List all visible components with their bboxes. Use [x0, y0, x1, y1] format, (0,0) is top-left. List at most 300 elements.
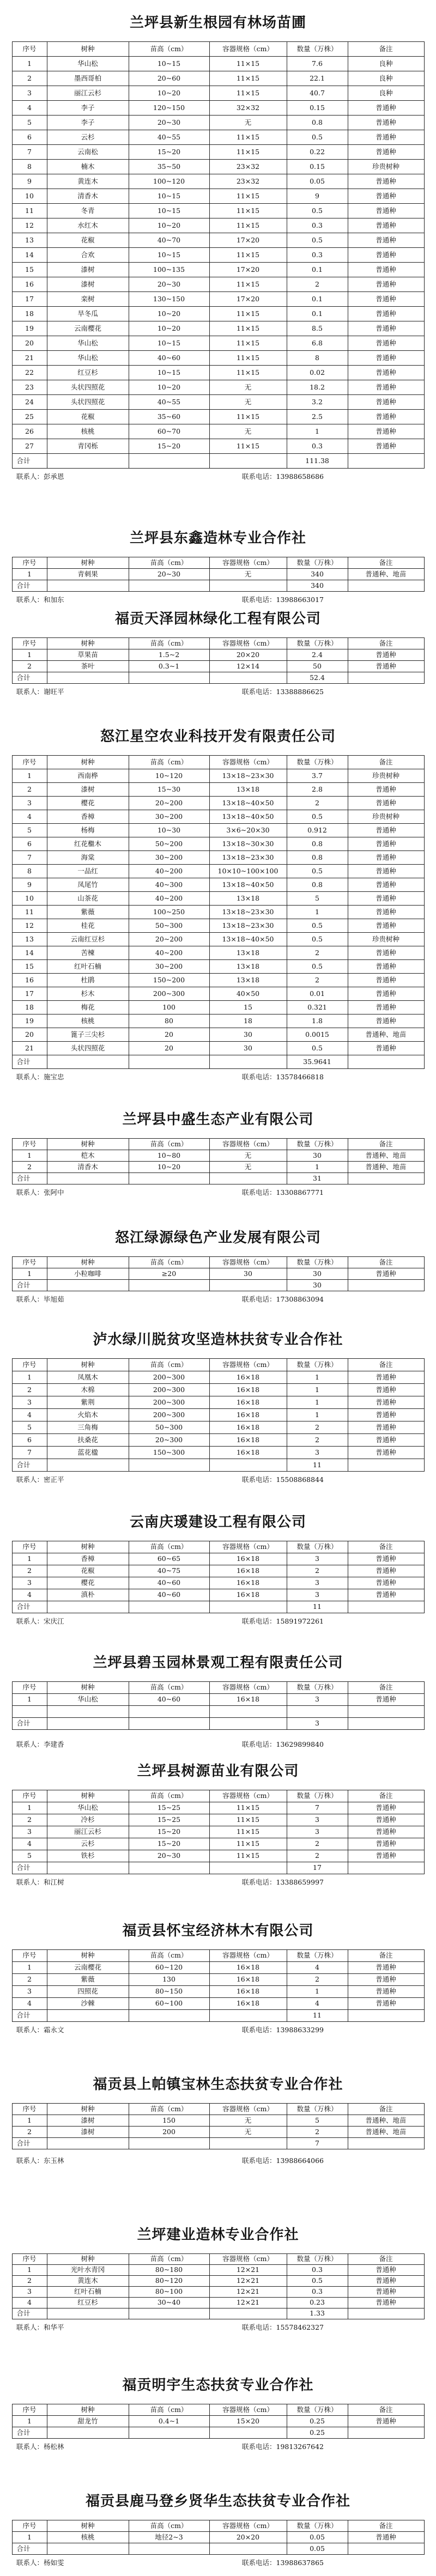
cell-species: 山茶花: [47, 892, 129, 906]
contact-person-name: 东玉林: [44, 2156, 64, 2165]
cell-remark: 普通种: [348, 351, 424, 366]
table-row: [12, 2265, 424, 2276]
cell-height: 50~200: [129, 837, 209, 851]
column-header-remark: 备注: [348, 1257, 424, 1268]
cell-number: 7: [12, 145, 47, 160]
cell-remark: 普通种: [348, 1998, 424, 2010]
table-row: [12, 1565, 424, 1577]
cell-quantity: 0.8: [287, 837, 348, 851]
cell-container: 13×18: [209, 783, 287, 797]
cell-height: [129, 1706, 209, 1718]
total-empty-cell: [47, 1862, 129, 1874]
total-row: [12, 1280, 424, 1291]
column-header-number: 序号: [12, 1139, 47, 1150]
cell-container: 12×21: [209, 2287, 287, 2298]
cell-number: 17: [12, 987, 47, 1001]
total-empty-cell: [47, 1055, 129, 1069]
cell-number: 4: [12, 1998, 47, 2010]
cell-remark: 普通种: [348, 145, 424, 160]
cell-number: 2: [12, 1384, 47, 1396]
contact-person-name: 李建香: [44, 1740, 64, 1748]
column-header-quantity: 数量（万株）: [287, 638, 348, 649]
cell-quantity: 0.5: [287, 233, 348, 248]
contact-phone-label: 联系电话：: [242, 1295, 276, 1303]
cell-species: 蓝花楹: [47, 1447, 129, 1459]
table-row: [12, 160, 424, 174]
cell-remark: 普通种: [348, 321, 424, 336]
column-header-remark: 备注: [348, 2520, 424, 2532]
cell-species: 红豆杉: [47, 366, 129, 380]
column-header-remark: 备注: [348, 2254, 424, 2265]
contact-person-name: 施宝忠: [44, 1073, 64, 1081]
cell-quantity: 5: [287, 892, 348, 906]
cell-height: 150~200: [129, 974, 209, 987]
table-row: [12, 837, 424, 851]
column-header-number: 序号: [12, 2254, 47, 2265]
cell-quantity: 2: [287, 1421, 348, 1434]
cell-quantity: 1: [287, 1986, 348, 1998]
cell-remark: 普通种: [348, 1409, 424, 1421]
cell-height: 80~180: [129, 2265, 209, 2276]
cell-container: 16×18: [209, 1371, 287, 1384]
contact-line: [0, 1071, 436, 1083]
contact-person-label: 联系人：: [16, 596, 44, 604]
cell-number: 10: [12, 189, 47, 204]
header-row: [12, 1682, 424, 1694]
company-section: [0, 1654, 436, 1751]
table-row: [12, 1826, 424, 1838]
table-row: [12, 1434, 424, 1447]
cell-species: 木棉: [47, 1384, 129, 1396]
total-empty-cell: [348, 2427, 424, 2439]
cell-quantity: 7.6: [287, 57, 348, 71]
cell-container: 无: [209, 116, 287, 130]
seedling-table: [12, 1949, 425, 2022]
cell-quantity: 0.8: [287, 116, 348, 130]
cell-species: 华山松: [47, 1802, 129, 1814]
cell-number: 2: [12, 661, 47, 672]
contact-person-label: 联系人：: [16, 1188, 44, 1196]
total-label: 合计: [12, 2138, 47, 2149]
column-header-height: 苗高（cm）: [129, 2104, 209, 2115]
seedling-table: [12, 1138, 425, 1184]
cell-species: 漆树: [47, 783, 129, 797]
cell-container: 11×15: [209, 1814, 287, 1826]
contact-person-name: 彭承恩: [44, 472, 64, 481]
cell-quantity: 18.2: [287, 380, 348, 395]
table-body: [12, 1962, 424, 2022]
contact-person: [16, 1739, 64, 1751]
cell-quantity: 3.2: [287, 395, 348, 410]
cell-container: 13×18~40×50: [209, 933, 287, 946]
cell-quantity: 3: [287, 1553, 348, 1565]
cell-height: 30~200: [129, 810, 209, 824]
contact-person: [16, 1615, 64, 1627]
company-title: 兰坪县中盛生态产业有限公司: [122, 1111, 314, 1128]
cell-quantity: 0.15: [287, 101, 348, 116]
cell-number: 21: [12, 1042, 47, 1055]
contact-phone: [242, 1187, 324, 1199]
cell-remark: 普通种: [348, 2416, 424, 2427]
table-row: [12, 410, 424, 424]
cell-species: 杉木: [47, 987, 129, 1001]
cell-species: 李子: [47, 116, 129, 130]
cell-number: 1: [12, 649, 47, 661]
total-row: [12, 1173, 424, 1184]
total-quantity: 111.38: [287, 454, 348, 469]
contact-person-name: 杨松林: [44, 2443, 64, 2451]
column-header-remark: 备注: [348, 1682, 424, 1694]
seedling-table: [12, 2404, 425, 2439]
contact-line: [0, 1876, 436, 1888]
table-body: [12, 1371, 424, 1472]
table-row: [12, 1001, 424, 1014]
cell-container: 无: [209, 1162, 287, 1173]
contact-phone-number: 15508868844: [276, 1475, 324, 1484]
cell-container: 16×18: [209, 1384, 287, 1396]
contact-phone-number: 13308867771: [276, 1188, 324, 1196]
cell-number: 3: [12, 86, 47, 101]
contact-phone: [242, 2441, 324, 2453]
column-header-remark: 备注: [348, 1950, 424, 1962]
contact-person-name: 和加东: [44, 596, 64, 604]
cell-container: 11×15: [209, 321, 287, 336]
contact-person-label: 联系人：: [16, 2026, 44, 2034]
cell-species: 华山松: [47, 351, 129, 366]
column-header-number: 序号: [12, 1541, 47, 1553]
table-row: [12, 878, 424, 892]
seedling-table: [12, 1256, 425, 1291]
seedling-table: [12, 41, 425, 469]
cell-species: 云南樱花: [47, 1962, 129, 1974]
company-section: [0, 2076, 436, 2167]
contact-phone-label: 联系电话：: [242, 2443, 276, 2451]
cell-height: 100~250: [129, 906, 209, 919]
cell-height: 10~15: [129, 189, 209, 204]
total-quantity: 11: [287, 1459, 348, 1472]
total-empty-cell: [129, 2427, 209, 2439]
table-header: [12, 1950, 424, 1962]
cell-remark: 普通种: [348, 439, 424, 454]
contact-person-name: 谢旺平: [44, 688, 64, 696]
contact-person: [16, 594, 64, 606]
cell-remark: 普通种: [348, 1396, 424, 1409]
cell-height: 20~30: [129, 277, 209, 292]
contact-phone: [242, 594, 324, 606]
seedling-table: [12, 2103, 425, 2149]
header-row: [12, 638, 424, 649]
cell-number: 2: [12, 783, 47, 797]
column-header-remark: 备注: [348, 1790, 424, 1802]
cell-quantity: 0.22: [287, 145, 348, 160]
cell-remark: 普通种: [348, 2265, 424, 2276]
column-header-remark: 备注: [348, 557, 424, 569]
cell-quantity: 1: [287, 1162, 348, 1173]
table-row: [12, 2127, 424, 2138]
table-header: [12, 638, 424, 649]
company-title: 福贡县鹿马登乡贤华生态扶贫专业合作社: [85, 2493, 350, 2510]
cell-container: 11×15: [209, 1802, 287, 1814]
total-empty-cell: [348, 1055, 424, 1069]
table-row: [12, 946, 424, 960]
contact-person: [16, 471, 64, 483]
cell-quantity: 3: [287, 1577, 348, 1589]
cell-container: 17×20: [209, 233, 287, 248]
table-row: [12, 1553, 424, 1565]
total-row: [12, 2427, 424, 2439]
contact-line: [0, 1293, 436, 1305]
cell-container: 无: [209, 569, 287, 580]
total-label: 合计: [12, 1601, 47, 1613]
cell-height: 10~15: [129, 204, 209, 218]
contact-phone: [242, 1876, 324, 1888]
cell-container: 16×18: [209, 1974, 287, 1986]
cell-height: 15~25: [129, 1802, 209, 1814]
total-empty-cell: [47, 2010, 129, 2022]
table-row: [12, 919, 424, 933]
cell-remark: 普通种: [348, 218, 424, 233]
total-quantity: 7: [287, 2138, 348, 2149]
seedling-table: [12, 1681, 425, 1730]
column-header-height: 苗高（cm）: [129, 638, 209, 649]
cell-species: 香樟: [47, 810, 129, 824]
cell-container: 13×18~23×30: [209, 851, 287, 865]
cell-number: 12: [12, 218, 47, 233]
contact-phone-number: 13988663017: [276, 596, 324, 604]
header-row: [12, 1950, 424, 1962]
cell-species: 苦楝: [47, 946, 129, 960]
table-row: [12, 797, 424, 810]
cell-remark: 普通种: [348, 906, 424, 919]
cell-quantity: 0.912: [287, 824, 348, 837]
cell-quantity: 2: [287, 1434, 348, 1447]
total-empty-cell: [209, 1718, 287, 1730]
cell-remark: 普通种: [348, 1962, 424, 1974]
table-row: [12, 1162, 424, 1173]
cell-number: 5: [12, 116, 47, 130]
total-label: 合计: [12, 580, 47, 592]
cell-number: 3: [12, 1577, 47, 1589]
total-empty-cell: [129, 2010, 209, 2022]
contact-phone: [242, 2024, 324, 2036]
cell-remark: 普通种: [348, 174, 424, 189]
cell-species: 红豆杉: [47, 2298, 129, 2308]
cell-container: 11×15: [209, 1826, 287, 1838]
contact-phone-label: 联系电话：: [242, 1073, 276, 1081]
contact-person-name: 毕旭茹: [44, 1295, 64, 1303]
contact-person-name: 和华平: [44, 2323, 64, 2331]
cell-height: 60~120: [129, 1962, 209, 1974]
cell-height: 10~15: [129, 366, 209, 380]
contact-phone: [242, 471, 324, 483]
cell-species: 丽江云杉: [47, 1826, 129, 1838]
company-section: [0, 530, 436, 606]
cell-quantity: 2.5: [287, 410, 348, 424]
cell-quantity: 0.23: [287, 2298, 348, 2308]
cell-quantity: 2: [287, 277, 348, 292]
total-empty-cell: [209, 2308, 287, 2319]
cell-remark: 普通种: [348, 277, 424, 292]
table-body: [12, 2416, 424, 2439]
cell-remark: 良种: [348, 57, 424, 71]
cell-remark: 普通种: [348, 248, 424, 263]
total-empty-cell: [209, 1601, 287, 1613]
cell-number: 2: [12, 1814, 47, 1826]
company-section: [0, 610, 436, 698]
cell-number: 1: [12, 1802, 47, 1814]
cell-number: 1: [12, 2265, 47, 2276]
contact-person-label: 联系人：: [16, 2559, 44, 2567]
table-row: [12, 204, 424, 218]
cell-height: ≥20: [129, 1268, 209, 1280]
cell-remark: 普通种: [348, 366, 424, 380]
cell-height: 40~75: [129, 1565, 209, 1577]
cell-species: 核桃: [47, 2532, 129, 2543]
column-header-species: 树种: [47, 756, 129, 769]
contact-person: [16, 1071, 64, 1083]
cell-quantity: 0.05: [287, 174, 348, 189]
cell-quantity: 0.5: [287, 933, 348, 946]
cell-species: 栾树: [47, 292, 129, 307]
table-row: [12, 1421, 424, 1434]
total-empty-cell: [129, 1280, 209, 1291]
cell-remark: 普通种: [348, 1384, 424, 1396]
cell-number: 5: [12, 824, 47, 837]
total-empty-cell: [348, 1280, 424, 1291]
header-row: [12, 1359, 424, 1371]
total-empty-cell: [129, 454, 209, 469]
contact-phone-label: 联系电话：: [242, 2026, 276, 2034]
table-body: [12, 1802, 424, 1874]
total-row: [12, 2010, 424, 2022]
cell-height: 30~200: [129, 960, 209, 974]
total-quantity: 11: [287, 1601, 348, 1613]
column-header-quantity: 数量（万株）: [287, 42, 348, 57]
column-header-container: 容器规格（cm）: [209, 756, 287, 769]
table-row: [12, 2276, 424, 2287]
table-body: [12, 1694, 424, 1730]
header-row: [12, 1257, 424, 1268]
column-header-height: 苗高（cm）: [129, 1359, 209, 1371]
table-row: [12, 906, 424, 919]
cell-number: 9: [12, 878, 47, 892]
table-header: [12, 1682, 424, 1694]
column-header-species: 树种: [47, 2520, 129, 2532]
column-header-height: 苗高（cm）: [129, 557, 209, 569]
cell-number: 2: [12, 1162, 47, 1173]
cell-number: 1: [12, 2532, 47, 2543]
cell-species: 黄连木: [47, 2276, 129, 2287]
column-header-number: 序号: [12, 1950, 47, 1962]
cell-height: 0.3~1: [129, 661, 209, 672]
cell-height: 20~30: [129, 116, 209, 130]
cell-remark: 普通种: [348, 2287, 424, 2298]
cell-quantity: 0.8: [287, 878, 348, 892]
cell-species: 四照花: [47, 1986, 129, 1998]
cell-container: 13×18: [209, 974, 287, 987]
cell-height: 15~20: [129, 1838, 209, 1850]
cell-height: 35~50: [129, 160, 209, 174]
column-header-quantity: 数量（万株）: [287, 2520, 348, 2532]
total-row: [12, 2138, 424, 2149]
cell-quantity: 3: [287, 1826, 348, 1838]
contact-phone-label: 联系电话：: [242, 1188, 276, 1196]
cell-remark: 普通种: [348, 380, 424, 395]
cell-remark: 普通种: [348, 1565, 424, 1577]
total-quantity: 0.25: [287, 2427, 348, 2439]
cell-container: 无: [209, 380, 287, 395]
column-header-container: 容器规格（cm）: [209, 1790, 287, 1802]
table-row: [12, 101, 424, 116]
cell-remark: 普通种: [348, 204, 424, 218]
column-header-remark: 备注: [348, 2404, 424, 2416]
cell-number: 20: [12, 1028, 47, 1042]
contact-person-name: 霜永文: [44, 2026, 64, 2034]
cell-remark: 普通种: [348, 1974, 424, 1986]
header-row: [12, 2404, 424, 2416]
column-header-number: 序号: [12, 756, 47, 769]
cell-height: 15~25: [129, 1814, 209, 1826]
cell-remark: 普通种: [348, 1001, 424, 1014]
cell-quantity: 0.15: [287, 160, 348, 174]
contact-phone-label: 联系电话：: [242, 596, 276, 604]
cell-container: 16×18: [209, 1434, 287, 1447]
cell-quantity: 1: [287, 1396, 348, 1409]
total-empty-cell: [348, 2138, 424, 2149]
column-header-quantity: 数量（万株）: [287, 1950, 348, 1962]
company-title: 兰坪县树源苗业有限公司: [137, 1763, 299, 1779]
cell-species: 红花檵木: [47, 837, 129, 851]
cell-height: 200~300: [129, 1384, 209, 1396]
cell-quantity: 3: [287, 1447, 348, 1459]
cell-container: 13×18~30×30: [209, 837, 287, 851]
column-header-remark: 备注: [348, 2104, 424, 2115]
cell-number: 17: [12, 292, 47, 307]
total-row: [12, 1055, 424, 1069]
cell-species: 墨西哥柏: [47, 71, 129, 86]
column-header-species: 树种: [47, 1359, 129, 1371]
seedling-table: [12, 1541, 425, 1613]
cell-species: 紫薇: [47, 906, 129, 919]
table-row: [12, 1838, 424, 1850]
cell-quantity: 3: [287, 1814, 348, 1826]
cell-quantity: 8: [287, 351, 348, 366]
cell-species: 小粒咖啡: [47, 1268, 129, 1280]
cell-species: 华山松: [47, 57, 129, 71]
cell-number: 20: [12, 336, 47, 351]
table-row: [12, 307, 424, 321]
cell-number: 1: [12, 769, 47, 783]
table-header: [12, 2104, 424, 2115]
contact-line: [0, 2155, 436, 2167]
cell-container: 16×18: [209, 1694, 287, 1706]
header-row: [12, 2104, 424, 2115]
cell-species: 云南红豆杉: [47, 933, 129, 946]
cell-height: 10~20: [129, 218, 209, 233]
cell-remark: 普通种: [348, 1814, 424, 1826]
cell-remark: 普通种: [348, 783, 424, 797]
cell-container: 40×50: [209, 987, 287, 1001]
cell-number: 11: [12, 204, 47, 218]
contact-person-label: 联系人：: [16, 2323, 44, 2331]
cell-container: 11×15: [209, 277, 287, 292]
column-header-species: 树种: [47, 1682, 129, 1694]
cell-species: 云杉: [47, 1838, 129, 1850]
cell-species: 青冈栎: [47, 439, 129, 454]
total-empty-cell: [348, 1459, 424, 1472]
cell-number: 1: [12, 1371, 47, 1384]
table-row: [12, 233, 424, 248]
